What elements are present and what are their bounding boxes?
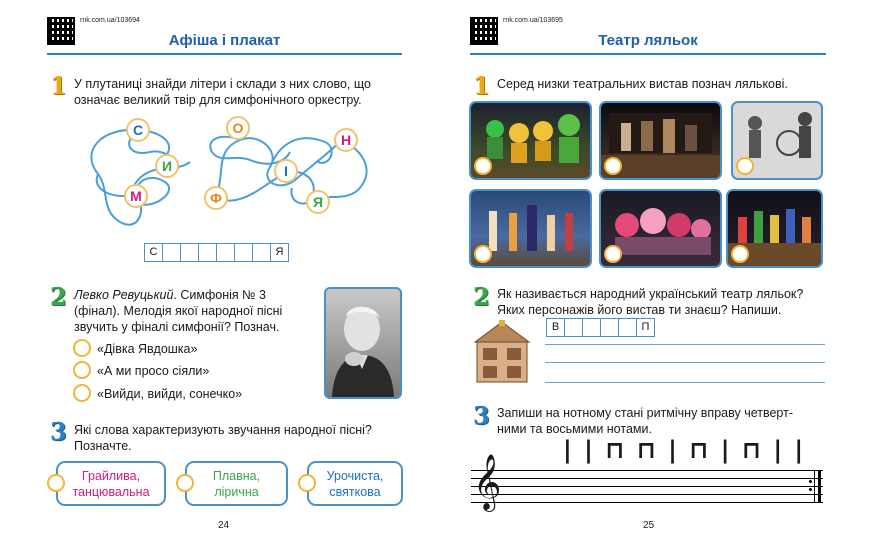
- photo-radio[interactable]: [474, 245, 492, 263]
- option-radio[interactable]: [298, 474, 316, 492]
- option-label: «Вийди, вийди, сонечко»: [97, 387, 243, 401]
- letter-circle: М: [124, 184, 148, 208]
- treble-clef-icon: 𝄞: [473, 454, 502, 510]
- answer-line[interactable]: [545, 362, 825, 363]
- theatre-photo[interactable]: [599, 101, 722, 180]
- task-number: 3: [473, 401, 490, 430]
- option-label: «Дівка Явдошка»: [97, 342, 198, 356]
- page-title: Театр ляльок: [598, 32, 698, 49]
- photo-radio[interactable]: [736, 157, 754, 175]
- answer-line[interactable]: [545, 344, 825, 345]
- vertep-house-icon: [469, 320, 535, 384]
- task-number: 1: [50, 71, 67, 100]
- task-text: Левко Ревуцький. Симфонія № 3 (фінал). Мелодія якої народної пісні звучить у фіналі симфонії? Познач.: [74, 288, 283, 334]
- letter-circle: Ф: [204, 186, 228, 210]
- right-page: [435, 0, 870, 554]
- theatre-photo[interactable]: [731, 101, 823, 180]
- task-number: 2: [50, 282, 67, 311]
- photo-radio[interactable]: [604, 157, 622, 175]
- option-radio[interactable]: [176, 474, 194, 492]
- answer-card[interactable]: Грайлива, танцювальна: [56, 461, 166, 506]
- answer-grid[interactable]: С Я: [145, 243, 289, 262]
- page-title: Афіша і плакат: [168, 32, 281, 49]
- answer-card[interactable]: Урочиста, святкова: [307, 461, 403, 506]
- letter-circle: О: [226, 116, 250, 140]
- photo-radio[interactable]: [604, 245, 622, 263]
- answer-line[interactable]: [545, 382, 825, 383]
- page-number: 24: [218, 520, 230, 531]
- theatre-photo[interactable]: [726, 189, 823, 268]
- task-number: 1: [473, 71, 490, 100]
- answer-card[interactable]: Плавна, лірична: [185, 461, 288, 506]
- resource-url[interactable]: rnk.com.ua/103695: [503, 17, 563, 24]
- option-radio[interactable]: [73, 384, 91, 402]
- letter-circle: Я: [306, 190, 330, 214]
- letter-circle: Н: [334, 128, 358, 152]
- theatre-photo[interactable]: [469, 189, 592, 268]
- option-radio[interactable]: [73, 361, 91, 379]
- title-rule: [470, 53, 826, 55]
- resource-url[interactable]: rnk.com.ua/103694: [80, 17, 140, 24]
- letter-circle: І: [274, 159, 298, 183]
- theatre-photo[interactable]: [469, 101, 592, 180]
- task-text: У плутаниці знайди літери і склади з них слово, що означає великий твір для симфонічного оркестру.: [74, 77, 371, 107]
- rhythm-pattern: | | ⊓ ⊓ | ⊓ | ⊓ | |: [563, 436, 806, 464]
- option-radio[interactable]: [73, 339, 91, 357]
- task-number: 3: [50, 417, 67, 446]
- composer-portrait: [324, 287, 402, 399]
- photo-radio[interactable]: [474, 157, 492, 175]
- page-number: 25: [643, 520, 655, 531]
- option-label: «А ми просо сіяли»: [97, 364, 210, 378]
- task-text: Як називається народний український театр ляльок? Яких персонажів його вистав ти знаєш? Напиши.: [497, 287, 804, 317]
- letter-circle: С: [126, 118, 150, 142]
- title-rule: [47, 53, 402, 55]
- option-radio[interactable]: [47, 474, 65, 492]
- task-text: Які слова характеризують звучання народної пісні? Позначте.: [74, 423, 372, 453]
- photo-radio[interactable]: [731, 245, 749, 263]
- theatre-photo[interactable]: [599, 189, 722, 268]
- task-text: Запиши на нотному стані ритмічну вправу четверт- ними та восьмими нотами.: [497, 406, 793, 436]
- answer-grid[interactable]: В П: [547, 318, 655, 337]
- letter-circle: И: [155, 154, 179, 178]
- task-text: Серед низки театральних вистав познач лялькові.: [497, 77, 788, 91]
- task-number: 2: [473, 282, 490, 311]
- music-staff[interactable]: [471, 454, 823, 510]
